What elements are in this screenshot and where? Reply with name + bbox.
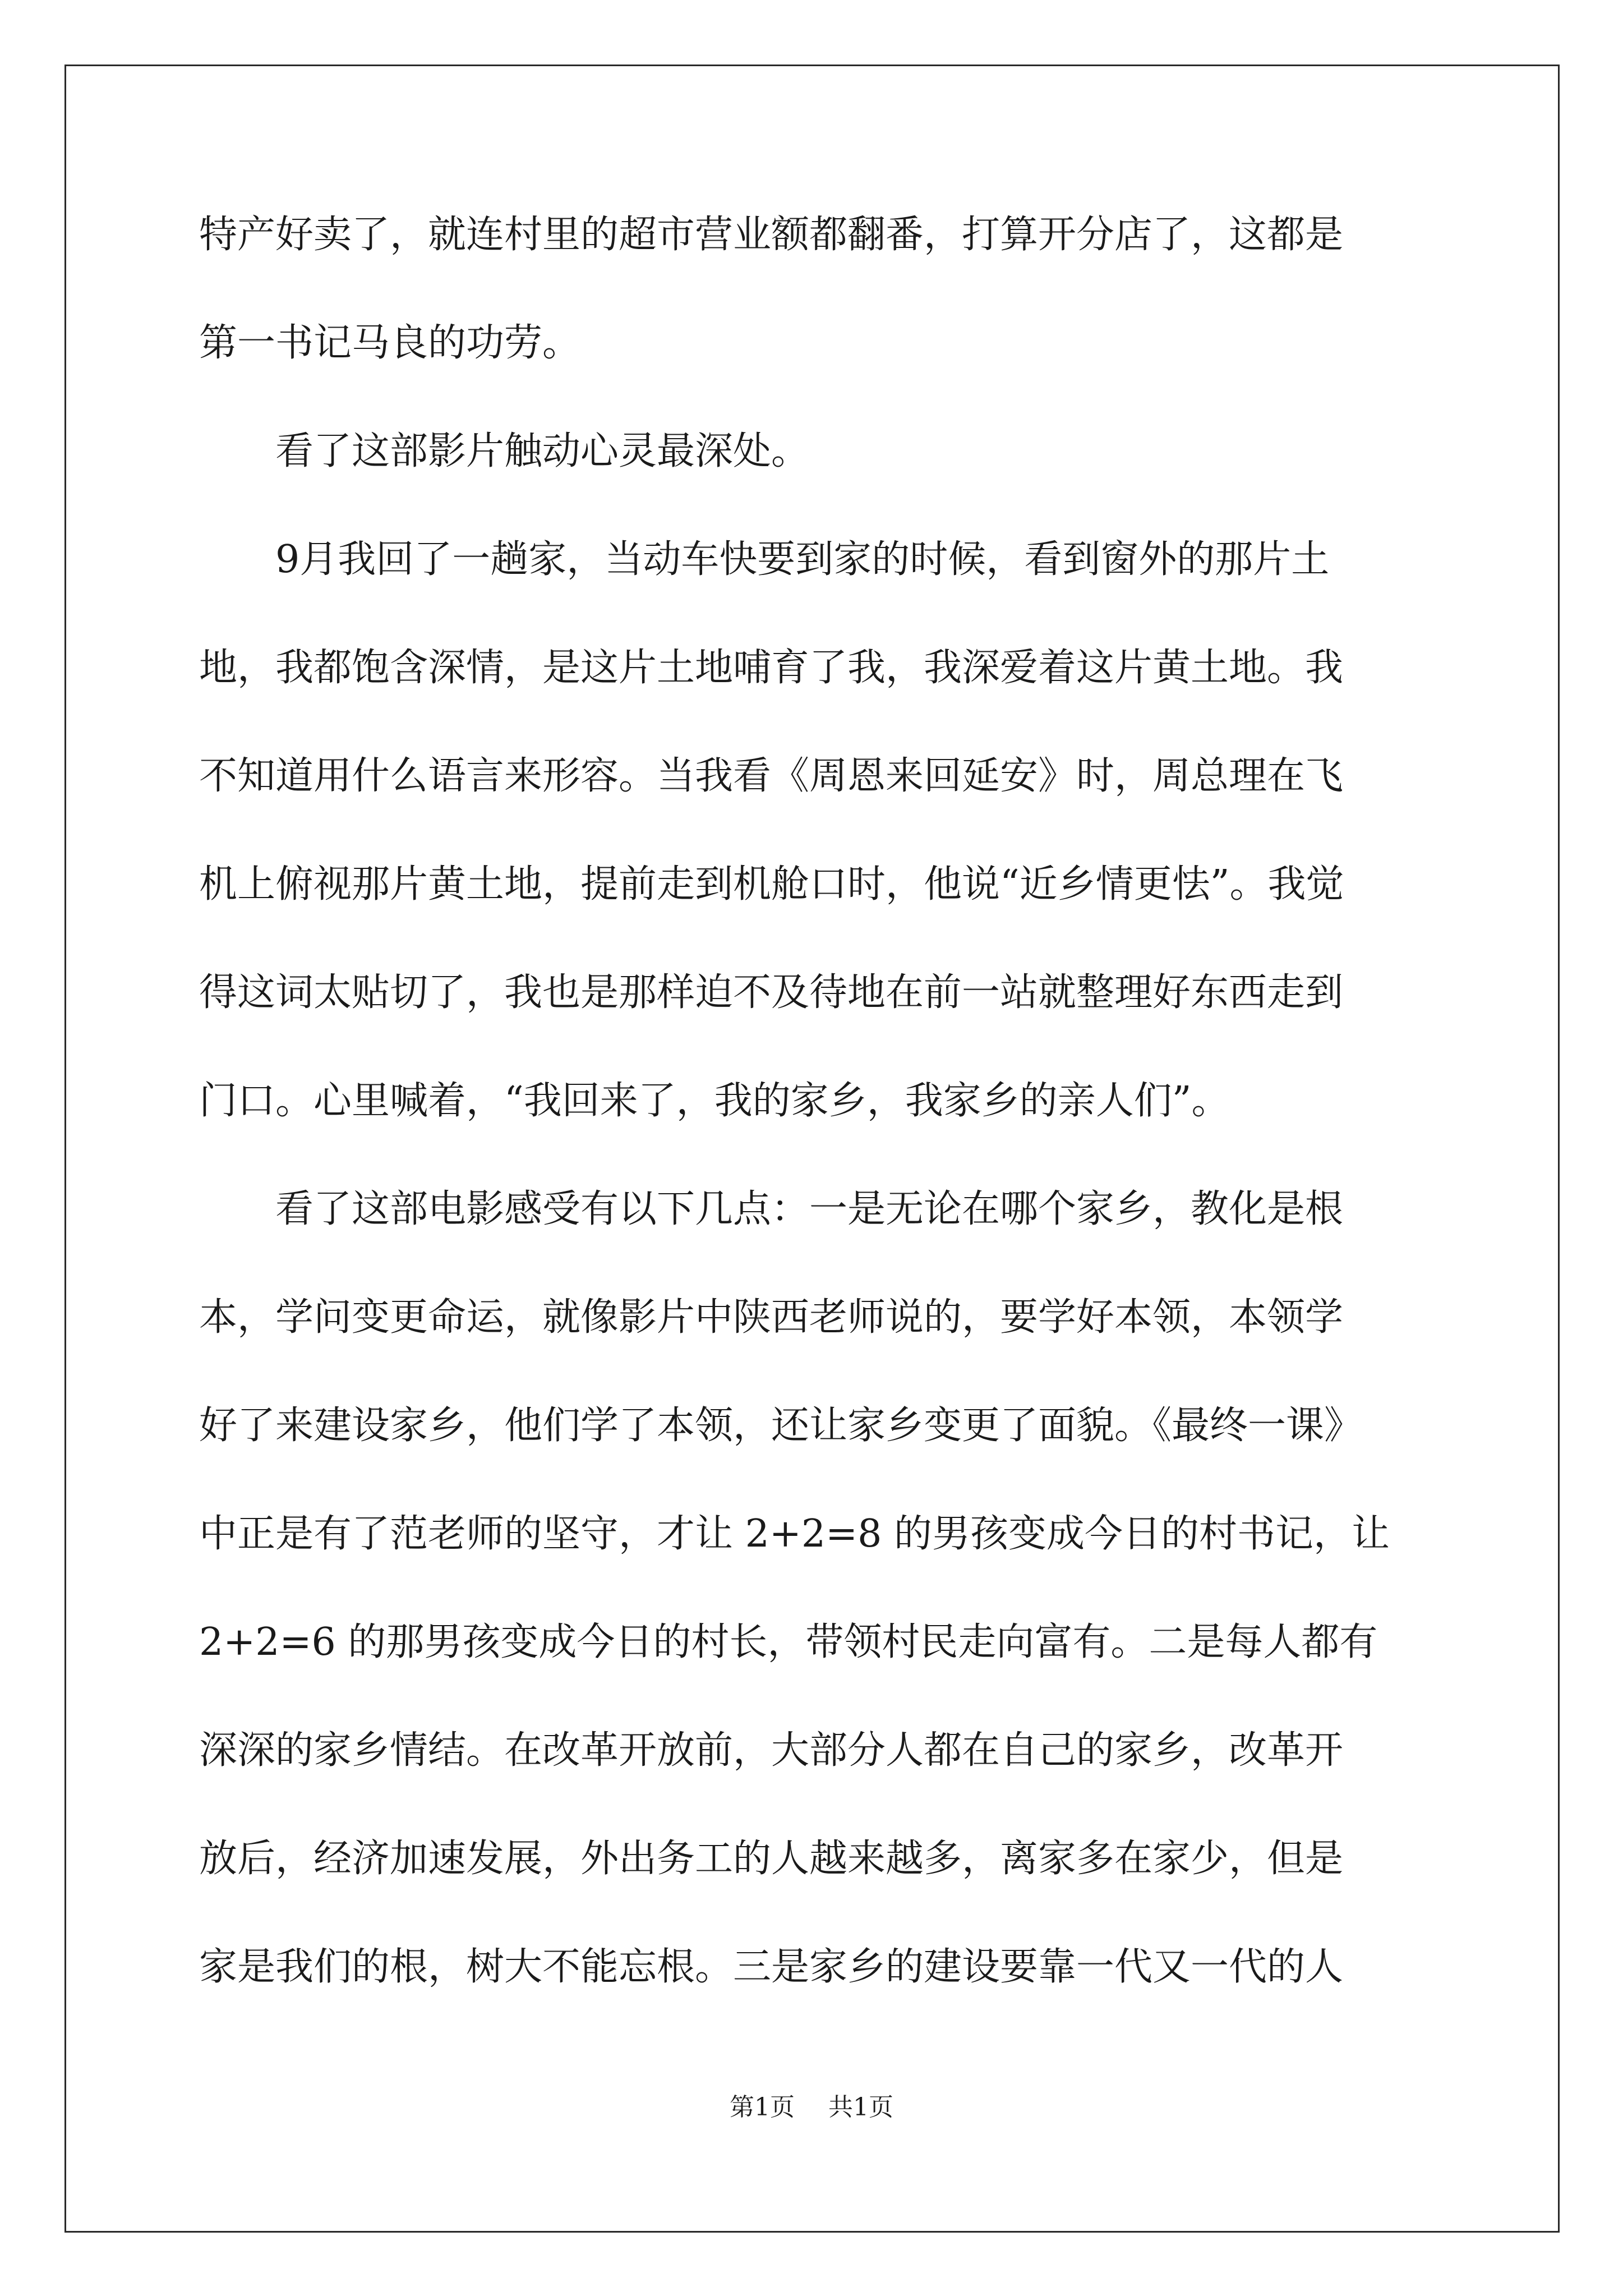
document-body — [199, 213, 1433, 2056]
text-line: 第一书记马良的功劳。 — [199, 321, 581, 365]
text-line: 家是我们的根，树大不能忘根。三是家乡的建设要靠一代又一代的人 — [199, 1945, 1344, 1989]
text-line: 机上俯视那片黄土地，提前走到机舱口时，他说“近乡情更怯”。我觉 — [199, 862, 1344, 907]
text-line: 本，学问变更命运，就像影片中陕西老师说的，要学好本领，本领学 — [199, 1295, 1344, 1340]
paragraph-line: 9月我回了一趟家，当动车快要到家的时候，看到窗外的那片土 — [275, 537, 1330, 582]
text-line: 2+2=6 的那男孩变成今日的村长，带领村民走向富有。二是每人都有 — [199, 1620, 1378, 1664]
text-line: 中正是有了范老师的坚守，才让 2+2=8 的男孩变成今日的村书记，让 — [199, 1512, 1390, 1556]
page-number: 第1页 — [730, 2093, 795, 2122]
text-line: 好了来建设家乡，他们学了本领，还让家乡变更了面貌。《最终一课》 — [199, 1404, 1363, 1448]
text-line: 特产好卖了，就连村里的超市营业额都翻番，打算开分店了，这都是 — [199, 213, 1344, 257]
paragraph-line: 看了这部影片触动心灵最深处。 — [275, 429, 810, 473]
page-total: 共1页 — [828, 2093, 893, 2122]
text-line: 深深的家乡情结。在改革开放前，大部分人都在自己的家乡，改革开 — [199, 1728, 1344, 1773]
text-line: 地，我都饱含深情，是这片土地哺育了我，我深爱着这片黄土地。我 — [199, 646, 1344, 690]
text-line: 不知道用什么语言来形容。当我看《周恩来回延安》时，周总理在飞 — [199, 754, 1344, 798]
page-footer — [0, 2095, 1623, 2120]
text-line: 门口。心里喊着，“我回来了，我的家乡，我家乡的亲人们”。 — [199, 1079, 1230, 1123]
text-line: 放后，经济加速发展，外出务工的人越来越多，离家多在家少，但是 — [199, 1837, 1344, 1881]
paragraph-line: 看了这部电影感受有以下几点：一是无论在哪个家乡，教化是根 — [275, 1187, 1344, 1231]
text-line: 得这词太贴切了，我也是那样迫不及待地在前一站就整理好东西走到 — [199, 970, 1344, 1015]
